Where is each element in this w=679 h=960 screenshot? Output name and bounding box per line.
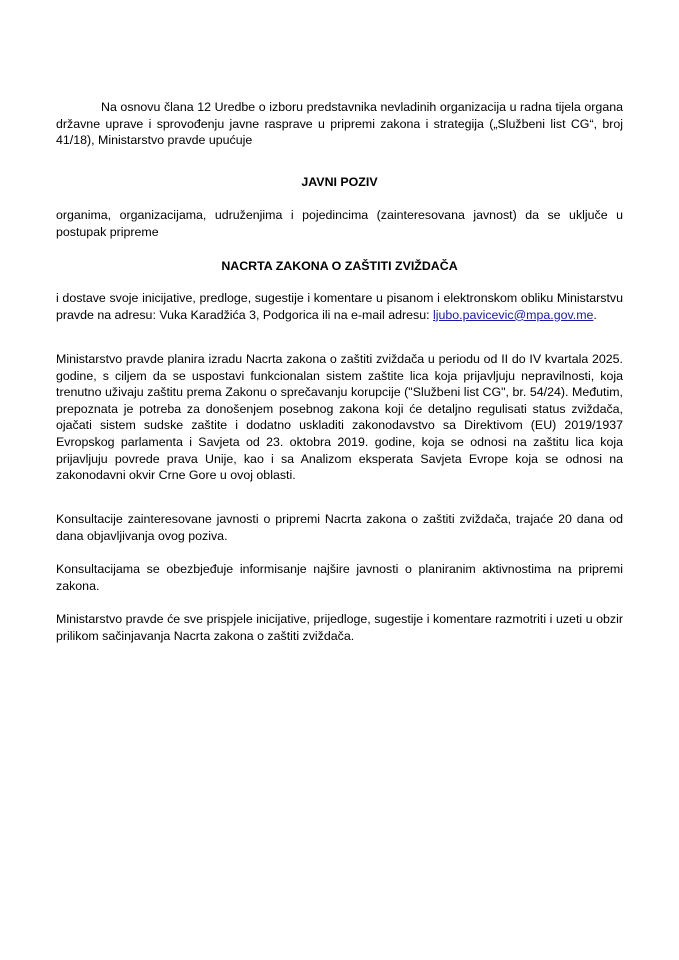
invite-paragraph: organima, organizacijama, udruženjima i pojedincima (zainteresovana javnost) da se uključe u postupak pripreme <box>56 208 623 239</box>
submission-paragraph <box>56 290 623 323</box>
law-title: NACRTA ZAKONA O ZAŠTITI ZVIŽDAČA <box>221 259 458 273</box>
duration-paragraph: Konsultacije zainteresovane javnosti o pripremi Nacrta zakona o zaštiti zviždača, trajaće 20 dana od dana objavljivanja ovog poziva. <box>56 512 623 543</box>
informing-paragraph: Konsultacijama se obezbjeđuje informisanje najšire javnosti o planiranim aktivnostima na pripremi zakona. <box>56 562 623 593</box>
submission-text: i dostave svoje inicijative, predloge, sugestije i komentare u pisanom i elektronskom obliku Ministarstvu pravde na adresu: Vuka Karadžića 3, Podgorica ili na e-mail adresu: <box>56 291 623 322</box>
email-link[interactable]: ljubo.pavicevic@mpa.gov.me <box>432 307 594 322</box>
submission-suffix: . <box>593 307 597 322</box>
call-title: JAVNI POZIV <box>301 175 378 189</box>
intro-paragraph: Na osnovu člana 12 Uredbe o izboru predstavnika nevladinih organizacija u radna tijela organa državne uprave i sprovođenju javne rasprave u pripremi zakona i strategija („Službeni list CG“, broj 41/18), Ministarstvo pravde upućuje <box>56 100 623 148</box>
closing-paragraph: Ministarstvo pravde će sve prispjele inicijative, prijedloge, sugestije i komentare razmotriti i uzeti u obzir prilikom sačinjavanja Nacrta zakona o zaštiti zviždača. <box>56 612 623 643</box>
plan-paragraph: Ministarstvo pravde planira izradu Nacrta zakona o zaštiti zviždača u periodu od II do IV kvartala 2025. godine, s ciljem da se uspostavi funkcionalan sistem zaštite lica koja prijavljuju nepravilnosti, koja trenutno uživaju zaštitu prema Zakonu o sprečavanju korupcije ("Službeni list CG", br. 54/24). Međutim, prepoznata je potreba za donošenjem posebnog zakona koji će detaljno regulisati status zviždača, ojačati sistem sudske zaštite i dodatno uskladiti zakonodavstvo sa Direktivom (EU) 2019/1937 Evropskog parlamenta i Savjeta od 23. oktobra 2019. godine, koja se odnosi na zaštitu lica koja prijavljuju povrede prava Unije, kao i sa Analizom eksperata Savjeta Evrope koja se odnosi na zakonodavni okvir Crne Gore u ovoj oblasti. <box>56 352 623 483</box>
